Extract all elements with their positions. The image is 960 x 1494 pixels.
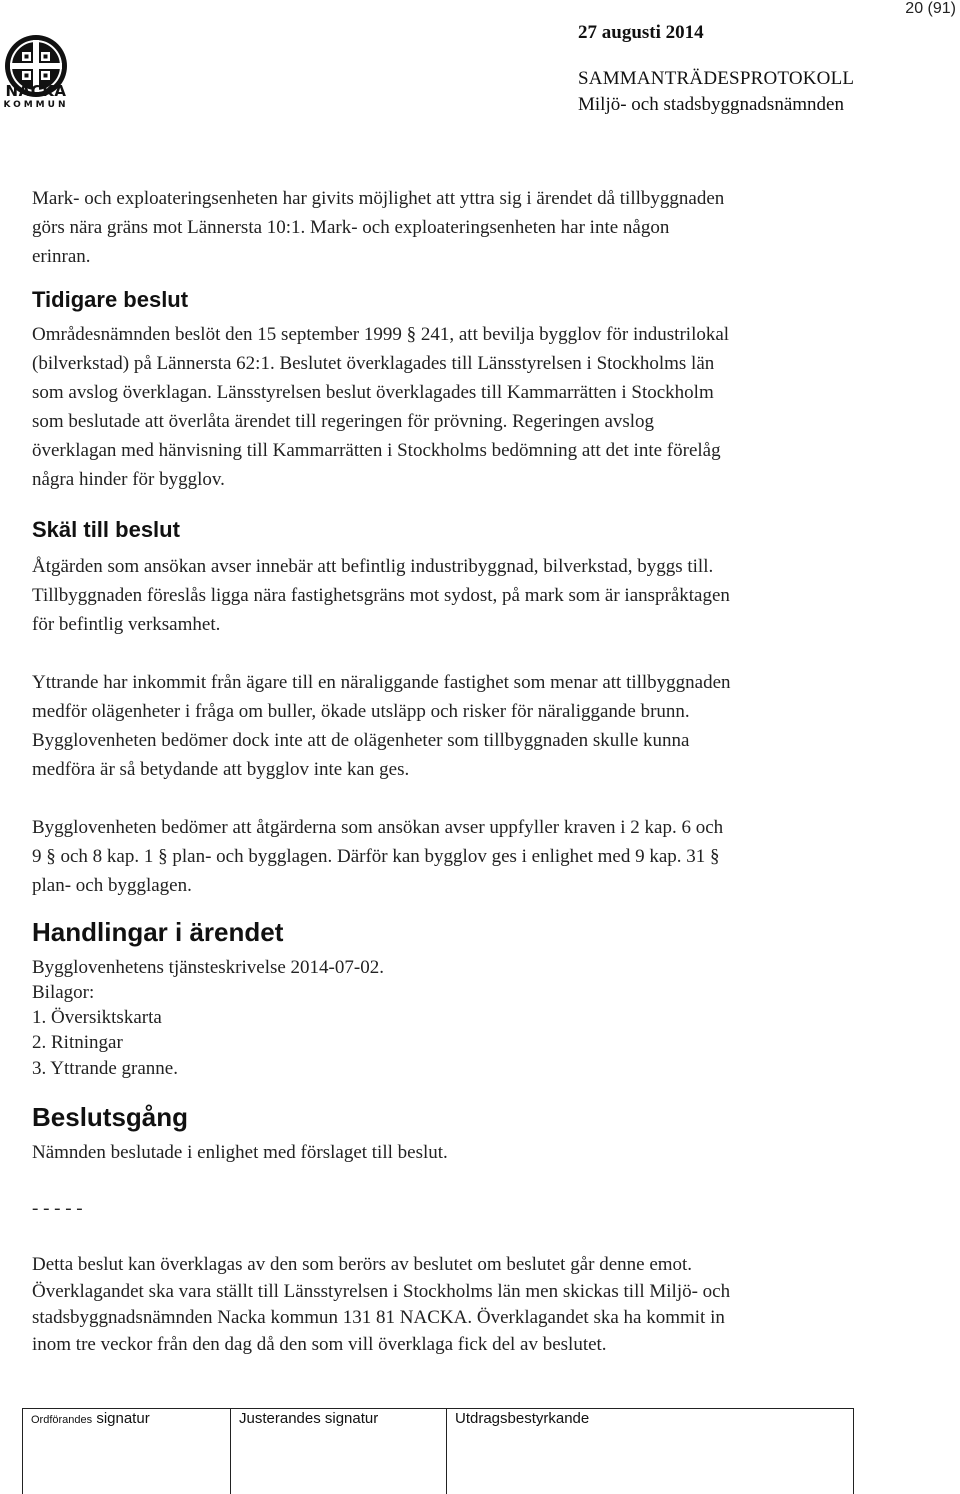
page-number: 20 (91): [905, 0, 956, 17]
intro-paragraph: [32, 184, 932, 271]
text-line: Detta beslut kan överklagas av den som berörs av beslutet om beslutet går denne emot.: [32, 1254, 693, 1275]
text-line: 9 § och 8 kap. 1 § plan- och bygglagen. Därför kan bygglov ges i enlighet med 9 kap. 31 §: [32, 846, 720, 867]
signature-cell-utdrag: [447, 1409, 854, 1494]
text-line: Bygglovenheten bedömer att åtgärderna som ansökan avser uppfyller kraven i 2 kap. 6 och: [32, 817, 724, 838]
signature-label-suffix: signatur: [92, 1410, 150, 1427]
skal-paragraph-3: [32, 813, 932, 900]
text-line: Områdesnämnden beslöt den 15 september 1999 § 241, att bevilja bygglov för industrilokal: [32, 324, 730, 345]
text-line: för befintlig verksamhet.: [32, 614, 221, 635]
text-line: överklagan med hänvisning till Kammarrätten i Stockholms bedömning att det inte förelåg: [32, 440, 721, 461]
text-line: Yttrande har inkommit från ägare till en näraliggande fastighet som menar att tillbyggnaden: [32, 672, 731, 693]
appeal-paragraph: [32, 1252, 932, 1358]
signature-label: Utdragsbestyrkande: [455, 1410, 590, 1427]
text-line: stadsbyggnadsnämnden Nacka kommun 131 81 NACKA. Överklagandet ska ha kommit in: [32, 1307, 725, 1328]
text-line: plan- och bygglagen.: [32, 875, 192, 896]
section-heading-skal-till-beslut: Skäl till beslut: [32, 517, 180, 542]
meeting-date: 27 augusti 2014: [578, 22, 704, 43]
signature-table: [22, 1408, 854, 1494]
signature-label-prefix: Ordförandes: [31, 1414, 93, 1426]
attachment-item: 1. Översiktskarta: [32, 1007, 162, 1028]
skal-paragraph-1: [32, 552, 932, 639]
tidigare-paragraph: [32, 320, 932, 494]
section-heading-beslutsgang: Beslutsgång: [32, 1102, 189, 1132]
signature-cell-ordforande: [23, 1409, 231, 1494]
separator-dashes: - - - - -: [32, 1198, 83, 1219]
skal-paragraph-2: [32, 668, 932, 784]
section-heading-tidigare-beslut: Tidigare beslut: [32, 287, 189, 312]
document-line: Bygglovenhetens tjänsteskrivelse 2014-07-02.: [32, 957, 384, 978]
text-line: några hinder för bygglov.: [32, 469, 225, 490]
document-line: Bilagor:: [32, 982, 95, 1003]
text-line: görs nära gräns mot Lännersta 10:1. Mark- och exploateringsenheten har inte någon: [32, 217, 670, 238]
text-line: som avslog överklagan. Länsstyrelsen beslut överklagades till Kammarrätten i Stockholm: [32, 382, 714, 403]
attachment-item: 2. Ritningar: [32, 1032, 123, 1053]
text-line: (bilverkstad) på Lännersta 62:1. Beslutet överklagades till Länsstyrelsen i Stockholms län: [32, 353, 715, 374]
attachment-item: 3. Yttrande granne.: [32, 1058, 178, 1079]
text-line: Åtgärden som ansökan avser innebär att befintlig industribyggnad, bilverkstad, byggs till.: [32, 556, 714, 577]
text-line: som beslutade att överlåta ärendet till regeringen för prövning. Regeringen avslog: [32, 411, 655, 432]
text-line: Överklagandet ska vara ställt till Länsstyrelsen i Stockholms län men skickas till Miljö- och: [32, 1280, 731, 1302]
signature-label: Justerandes signatur: [239, 1410, 379, 1427]
signature-cell-justerande: [231, 1409, 447, 1494]
logo-subname: KOMMUN: [3, 100, 69, 110]
text-line: Mark- och exploateringsenheten har givits möjlighet att yttra sig i ärendet då tillbyggnaden: [32, 188, 725, 209]
protocol-title: SAMMANTRÄDESPROTOKOLL: [578, 68, 855, 89]
text-line: erinran.: [32, 246, 91, 267]
committee-name: Miljö- och stadsbyggnadsnämnden: [578, 94, 844, 115]
logo-name: NACKA: [5, 82, 67, 100]
text-line: Bygglovenheten bedömer dock inte att de olägenheter som tillbyggnaden skulle kunna: [32, 730, 690, 751]
text-line: medför olägenheter i fråga om buller, ökade utsläpp och risker för näraliggande brunn.: [32, 701, 690, 722]
section-heading-handlingar: Handlingar i ärendet: [32, 917, 284, 947]
text-line: Tillbyggnaden föreslås ligga nära fastighetsgräns mot sydost, på mark som är ianspråktagen: [32, 585, 730, 606]
beslutsgang-text: Nämnden beslutade i enlighet med förslaget till beslut.: [32, 1142, 448, 1163]
text-line: medföra är så betydande att bygglov inte kan ges.: [32, 759, 410, 780]
text-line: inom tre veckor från den dag då den som vill överklaga fick del av beslutet.: [32, 1333, 607, 1355]
